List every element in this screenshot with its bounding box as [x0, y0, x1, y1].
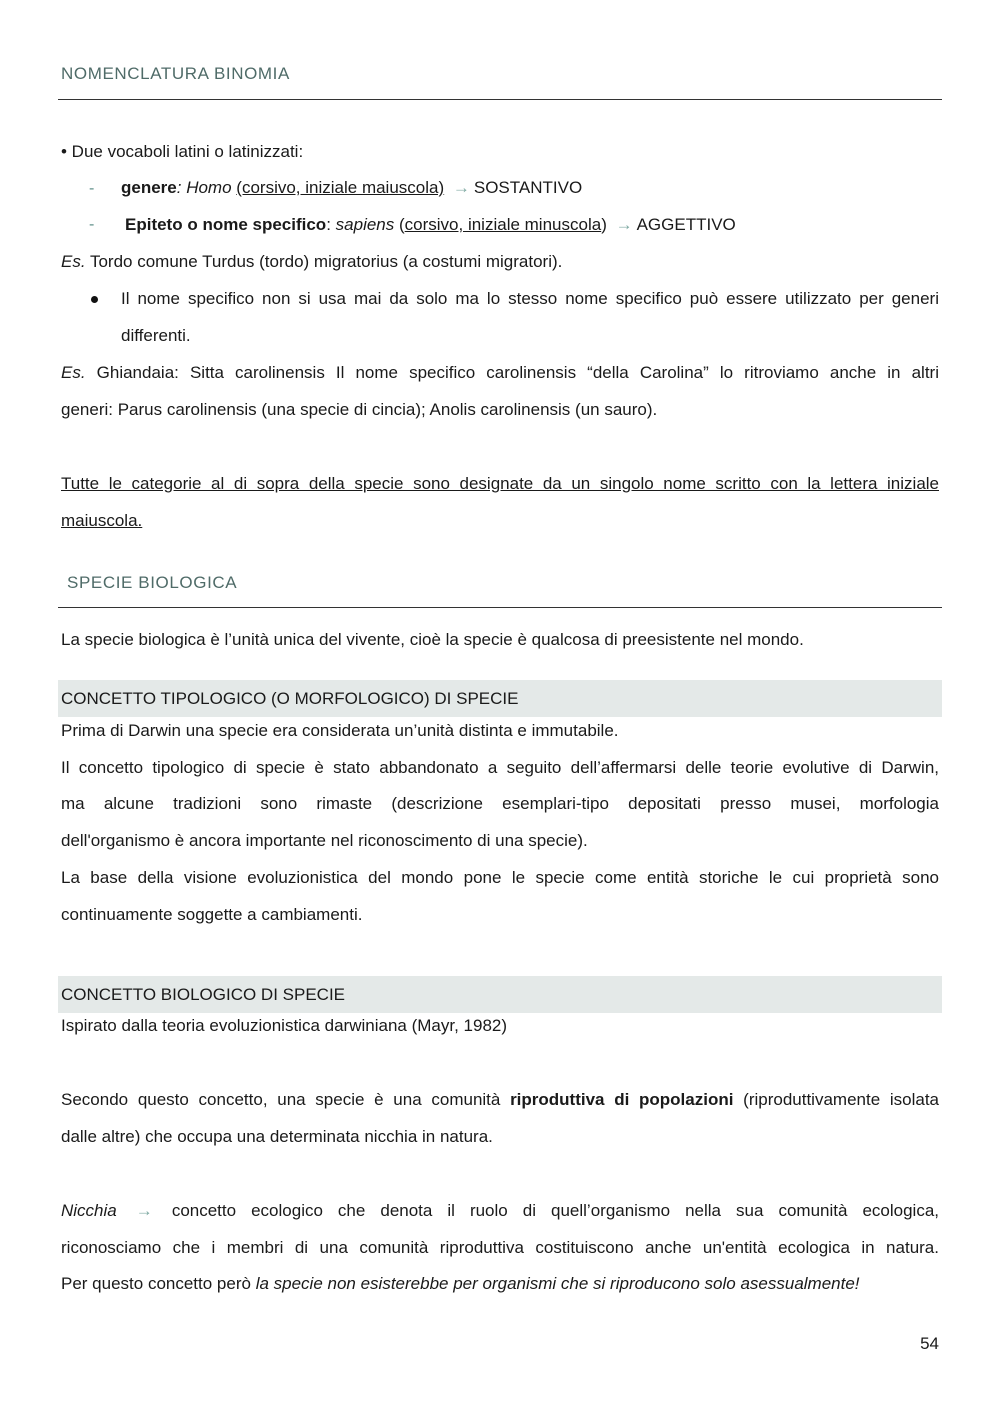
- section-heading-specie: SPECIE BIOLOGICA: [67, 573, 238, 592]
- rule-text-line-2: maiuscola.: [61, 511, 143, 530]
- term-epiteto: Epiteto o nome specifico: [125, 215, 327, 234]
- nicchia-line-2: riconosciamo che i membri di una comunità riproduttiva costituiscono anche un'entità ecologica in natura.: [61, 1238, 939, 1257]
- example-homo: Homo: [186, 178, 232, 197]
- bullet-line-2: differenti.: [121, 326, 191, 345]
- paren-close: ): [601, 215, 607, 234]
- list-item-genere: [121, 178, 582, 198]
- specie-intro: La specie biologica è l’unità unica del vivente, cioè la specie è qualcosa di preesistente nel mondo.: [61, 630, 804, 649]
- example-text: Tordo comune Turdus (tordo) migratorius (a costumi migratori).: [85, 252, 563, 271]
- section-heading-nomenclatura: NOMENCLATURA BINOMIA: [61, 64, 290, 83]
- nicchia-text: concetto ecologico che denota il ruolo di quell’organismo nella sua comunità ecologica,: [171, 1201, 939, 1220]
- nicchia-line-3: [61, 1274, 860, 1294]
- intro-line: • Due vocaboli latini o latinizzati:: [61, 142, 304, 161]
- definition-text: Secondo questo concetto, una specie è una comunità: [61, 1090, 511, 1109]
- separator: :: [326, 215, 336, 234]
- heading-rule: [58, 99, 942, 100]
- tipologico-line-6: continuamente soggette a cambiamenti.: [61, 905, 363, 924]
- tipologico-line-3: ma alcune tradizioni sono rimaste (descrizione esemplari-tipo depositati presso musei, morfologia: [61, 794, 939, 813]
- nicchia-term: Nicchia: [61, 1201, 117, 1220]
- tipologico-line-4: dell'organismo è ancora importante nel riconoscimento di una specie).: [61, 831, 588, 850]
- dash-marker: -: [89, 216, 95, 233]
- subheading-tipologico: [58, 680, 942, 717]
- separator: :: [176, 178, 187, 197]
- page-number: 54: [920, 1334, 939, 1353]
- label-sostantivo: SOSTANTIVO: [473, 178, 583, 197]
- definition-text: (riproduttivamente isolata: [733, 1090, 940, 1109]
- note-maiuscola: (corsivo, iniziale maiuscola): [236, 178, 445, 197]
- example-text: Ghiandaia: Sitta carolinensis Il nome specifico carolinensis “della Carolina” lo ritroviamo anche in altri: [85, 363, 939, 382]
- subheading-biologico-text: CONCETTO BIOLOGICO DI SPECIE: [61, 985, 346, 1004]
- example-sapiens: sapiens: [335, 215, 395, 234]
- tipologico-line-5: La base della visione evoluzionistica del mondo pone le specie come entità storiche le cui proprietà sono: [61, 868, 939, 887]
- tipologico-line-1: Prima di Darwin una specie era considerata un’unità distinta e immutabile.: [61, 721, 619, 740]
- subheading-tipologico-text: CONCETTO TIPOLOGICO (O MORFOLOGICO) DI SPECIE: [61, 689, 519, 708]
- nicchia-text: Per questo concetto però: [61, 1274, 256, 1293]
- definition-line-2: dalle altre) che occupa una determinata nicchia in natura.: [61, 1127, 493, 1146]
- term-genere: genere: [121, 178, 177, 197]
- bullet-line-1: Il nome specifico non si usa mai da solo ma lo stesso nome specifico può essere utilizzato per generi: [121, 289, 939, 308]
- list-item-epiteto: [125, 215, 736, 235]
- example-tordo: [61, 252, 562, 272]
- paren-open: (: [394, 215, 405, 234]
- rule-text-line-1: Tutte le categorie al di sopra della specie sono designate da un singolo nome scritto con la lettera iniziale: [61, 474, 939, 493]
- definition-line-1: [61, 1090, 939, 1110]
- es-label: Es.: [61, 363, 86, 382]
- nicchia-line-1: [61, 1201, 939, 1221]
- dash-marker: -: [89, 180, 95, 197]
- arrow-right-icon: →: [135, 1201, 153, 1220]
- note-minuscola: corsivo, iniziale minuscola: [404, 215, 602, 234]
- example-ghiandaia-line-1: [61, 363, 939, 383]
- arrow-right-icon: →: [615, 215, 633, 234]
- example-ghiandaia-line-2: generi: Parus carolinensis (una specie di cincia); Anolis carolinensis (un sauro).: [61, 400, 658, 419]
- bullet-icon: [91, 296, 98, 303]
- heading-rule: [58, 607, 942, 608]
- biologico-subtitle: Ispirato dalla teoria evoluzionistica darwiniana (Mayr, 1982): [61, 1016, 508, 1035]
- definition-bold: riproduttiva di popolazioni: [510, 1090, 734, 1109]
- es-label: Es.: [61, 252, 86, 271]
- subheading-biologico: [58, 976, 942, 1013]
- nicchia-italic: la specie non esisterebbe per organismi che si riproducono solo asessualmente!: [255, 1274, 860, 1293]
- arrow-right-icon: →: [452, 178, 470, 197]
- label-aggettivo: AGGETTIVO: [636, 215, 736, 234]
- tipologico-line-2: Il concetto tipologico di specie è stato abbandonato a seguito dell’affermarsi delle teorie evolutive di Darwin,: [61, 758, 939, 777]
